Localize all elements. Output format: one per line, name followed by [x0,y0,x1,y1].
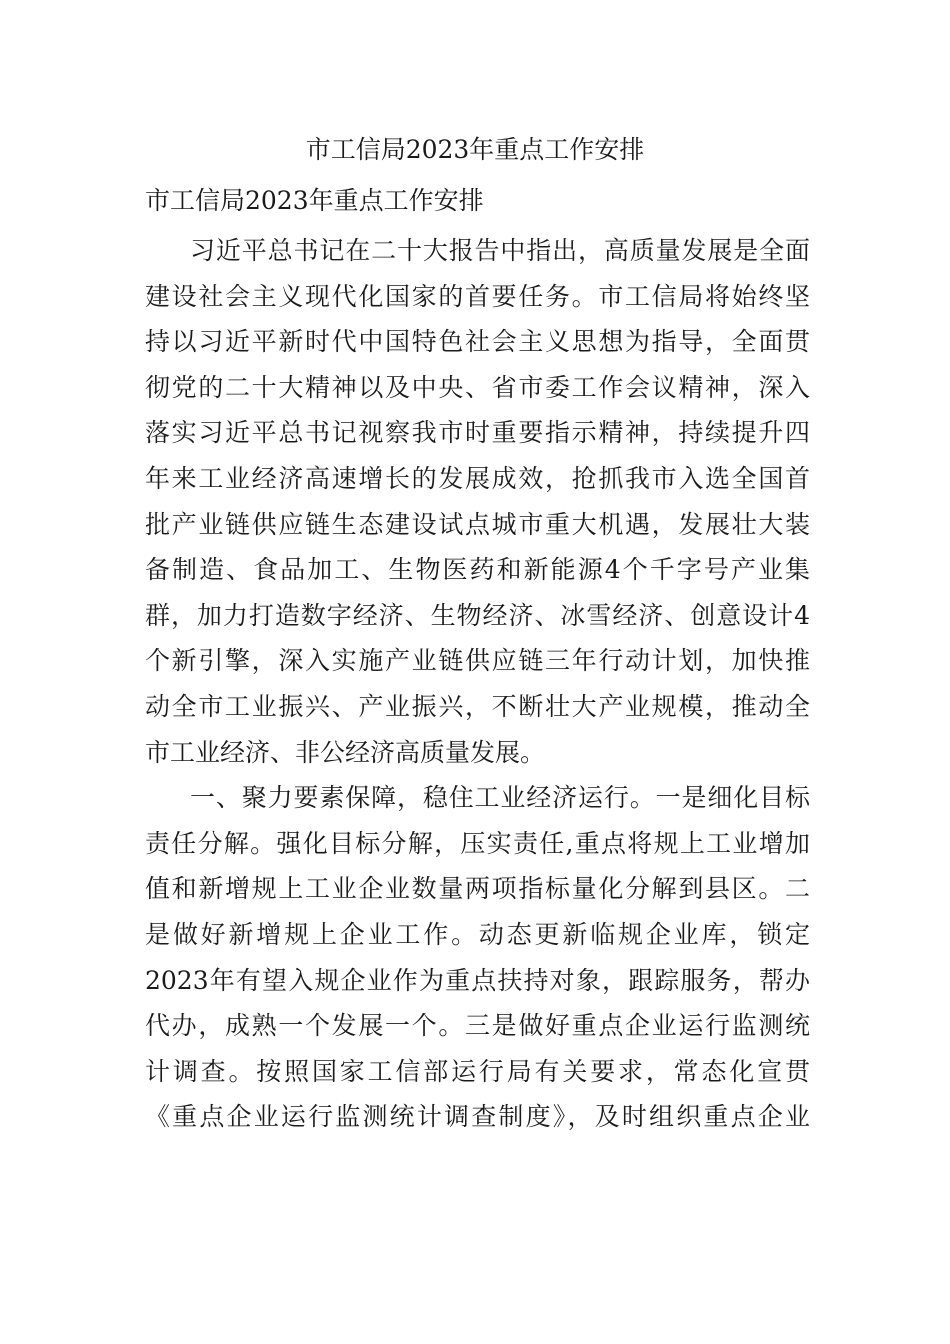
paragraph-line: 动全市工业振兴、产业振兴，不断壮大产业规模，推动全 [145,691,810,721]
paragraph-line: 一、聚力要素保障，稳住工业经济运行。一是细化目标 [190,783,810,813]
document-title: 市工信局2023年重点工作安排 [305,135,645,164]
document-body [145,228,810,1140]
paragraph-line: 是做好新增规上企业工作。动态更新临规企业库，锁定 [145,919,810,949]
paragraph-line: 值和新增规上工业企业数量两项指标量化分解到县区。二 [145,874,810,904]
paragraph-line: 批产业链供应链生态建设试点城市重大机遇，发展壮大装 [145,509,810,539]
paragraph-line: 计调查。按照国家工信部运行局有关要求，常态化宣贯 [145,1056,810,1086]
paragraph-line: 习近平总书记在二十大报告中指出，高质量发展是全面 [190,236,810,265]
paragraph-line: 群，加力打造数字经济、生物经济、冰雪经济、创意设计4 [145,600,810,630]
paragraph-line: 备制造、食品加工、生物医药和新能源4个千字号产业集 [145,555,810,585]
paragraph-line: 责任分解。强化目标分解，压实责任,重点将规上工业增加 [145,828,810,858]
paragraph-line: 年来工业经济高速增长的发展成效，抢抓我市入选全国首 [145,463,810,493]
document-subtitle: 市工信局2023年重点工作安排 [145,186,484,215]
paragraph-line: 市工业经济、非公经济高质量发展。 [145,737,546,767]
paragraph-line: 建设社会主义现代化国家的首要任务。市工信局将始终坚 [145,281,810,311]
paragraph-line: 个新引擎，深入实施产业链供应链三年行动计划，加快推 [145,646,810,676]
paragraph-line: 落实习近平总书记视察我市时重要指示精神，持续提升四 [145,418,810,448]
paragraph-line: 2023年有望入规企业作为重点扶持对象，跟踪服务，帮办 [145,965,810,995]
paragraph-line: 持以习近平新时代中国特色社会主义思想为指导，全面贯 [145,327,810,357]
paragraph-line: 代办，成熟一个发展一个。三是做好重点企业运行监测统 [145,1011,810,1041]
paragraph-line: 彻党的二十大精神以及中央、省市委工作会议精神，深入 [145,372,810,402]
paragraph-line: 《重点企业运行监测统计调查制度》，及时组织重点企业 [145,1102,810,1132]
